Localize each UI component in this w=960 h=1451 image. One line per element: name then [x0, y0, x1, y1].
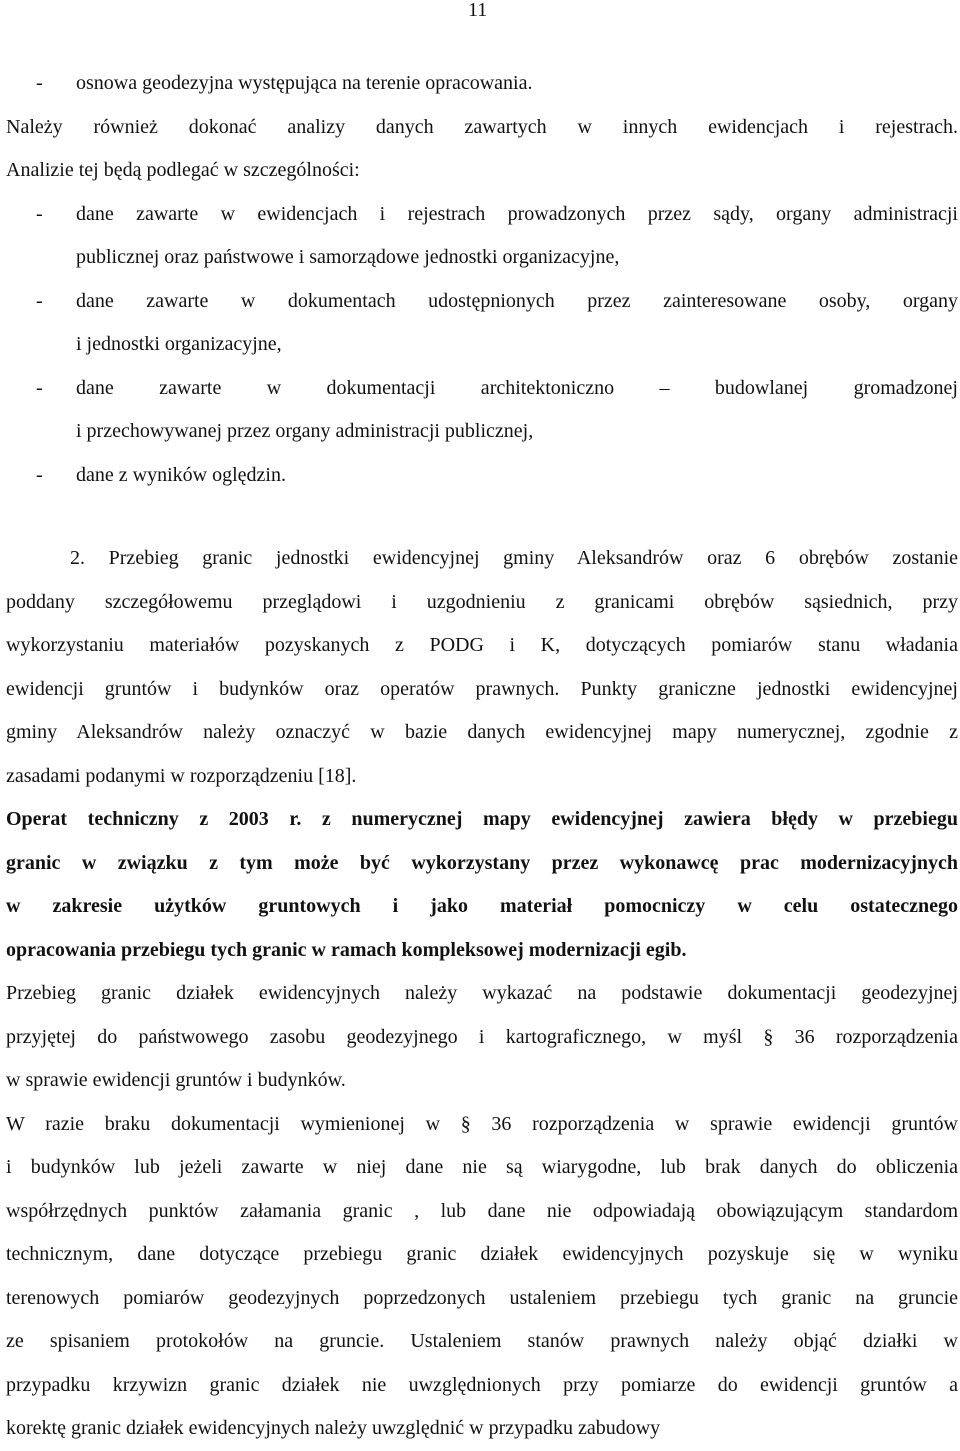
brak-line: przypadku krzywizn granic działek nie uwzględnionych przy pomiarze do ewidencji gruntów a [6, 1373, 958, 1396]
operat-line: w zakresie użytków gruntowych i jako materiał pomocniczy w celu ostatecznego [6, 895, 958, 917]
list-item-continuation: i jednostki organizacyjne, [76, 333, 282, 355]
operat-line: opracowania przebiegu tych granic w ramach kompleksowej modernizacji egib. [6, 938, 687, 961]
brak-line: korektę granic działek ewidencyjnych należy uwzględnić w przypadku zabudowy [6, 1417, 661, 1439]
paragraph-line: Należy również dokonać analizy danych zawartych w innych ewidencjach i rejestrach. [6, 115, 958, 138]
dzialki-line: przyjętej do państwowego zasobu geodezyjnego i kartograficznego, w myśl § 36 rozporządzenia [6, 1025, 958, 1048]
list-item-text: dane zawarte w ewidencjach i rejestrach prowadzonych przez sądy, organy administracji [76, 202, 958, 225]
paragraph-line: Analizie tej będą podlegać w szczególności: [6, 159, 360, 181]
list-dash: - [36, 202, 43, 225]
list-item-text: osnowa geodezyjna występująca na terenie opracowania. [76, 72, 533, 94]
section-2-line: zasadami podanymi w rozporządzeniu [18]. [6, 764, 357, 787]
list-dash: - [36, 376, 43, 399]
document-body [6, 62, 958, 1451]
list-item [6, 367, 958, 411]
list-item-continuation: i przechowywanej przez organy administracji publicznej, [76, 420, 534, 442]
brak-line: ze spisaniem protokołów na gruncie. Ustaleniem stanów prawnych należy objąć działki w [6, 1330, 958, 1352]
brak-line: W razie braku dokumentacji wymienionej w § 36 rozporządzenia w sprawie ewidencji gruntów [6, 1112, 958, 1135]
operat-line: granic w związku z tym może być wykorzystany przez wykonawcę prac modernizacyjnych [6, 851, 958, 874]
operat-line: Operat techniczny z 2003 r. z numerycznej mapy ewidencyjnej zawiera błędy w przebiegu [6, 808, 958, 830]
list-dash: - [36, 463, 43, 486]
list-item-text: dane z wyników oględzin. [76, 463, 286, 486]
section-2-line: ewidencji gruntów i budynków oraz operatów prawnych. Punkty graniczne jednostki ewidencyjnej [6, 677, 958, 700]
section-spacer [6, 497, 958, 537]
list-item-continuation: publicznej oraz państwowe i samorządowe jednostki organizacyjne, [76, 246, 620, 268]
section-2-line: gminy Aleksandrów należy oznaczyć w bazie danych ewidencyjnej mapy numerycznej, zgodnie z [6, 721, 958, 743]
list-item-text: dane zawarte w dokumentach udostępnionych przez zainteresowane osoby, organy [76, 289, 958, 312]
brak-line: współrzędnych punktów załamania granic , lub dane nie odpowiadają obowiązującym standardom [6, 1199, 958, 1222]
section-2-line: 2. Przebieg granic jednostki ewidencyjnej gminy Aleksandrów oraz 6 obrębów zostanie [70, 547, 958, 569]
dzialki-line: w sprawie ewidencji gruntów i budynków. [6, 1069, 346, 1091]
list-item [6, 454, 958, 498]
brak-line: technicznym, dane dotyczące przebiegu granic działek ewidencyjnych pozyskuje się w wyniku [6, 1243, 958, 1265]
brak-line: i budynków lub jeżeli zawarte w niej dane nie są wiarygodne, lub brak danych do obliczenia [6, 1156, 958, 1178]
list-item-text: dane zawarte w dokumentacji architektoniczno – budowlanej gromadzonej [76, 376, 958, 399]
section-2-line: poddany szczegółowemu przeglądowi i uzgodnieniu z granicami obrębów sąsiednich, przy [6, 590, 958, 613]
section-2-line: wykorzystaniu materiałów pozyskanych z PODG i K, dotyczących pomiarów stanu władania [6, 634, 958, 656]
list-item [6, 193, 958, 237]
list-dash: - [36, 72, 43, 94]
list-item-osnowa [6, 62, 958, 106]
list-item [6, 280, 958, 324]
page-number: 11 [468, 0, 488, 21]
dzialki-line: Przebieg granic działek ewidencyjnych należy wykazać na podstawie dokumentacji geodezyjnej [6, 982, 958, 1004]
list-dash: - [36, 289, 43, 312]
brak-line: terenowych pomiarów geodezyjnych poprzedzonych ustaleniem przebiegu tych granic na gruncie [6, 1286, 958, 1309]
